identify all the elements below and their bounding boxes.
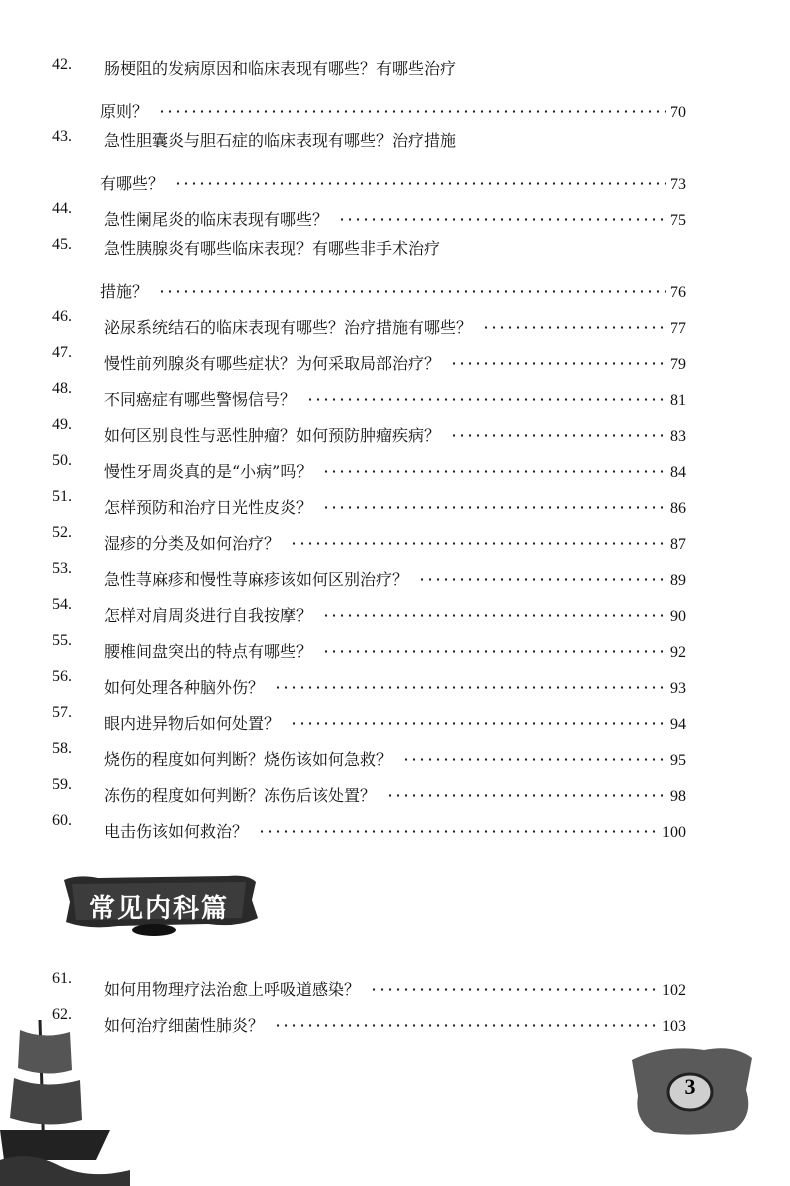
entry-title: 急性胆囊炎与胆石症的临床表现有哪些？治疗措施	[104, 131, 457, 150]
entry-title: 慢性前列腺炎有哪些症状？为何采取局部治疗？	[104, 354, 441, 373]
entry-number: 53.	[52, 560, 72, 577]
entry-page-number: 84	[670, 464, 686, 481]
entry-title: 冻伤的程度如何判断？冻伤后该处置？	[104, 786, 377, 805]
entry-title: 急性荨麻疹和慢性荨麻疹该如何区别治疗？	[104, 570, 409, 589]
entry-page-number: 103	[662, 1018, 686, 1035]
entry-number: 62.	[52, 1006, 72, 1023]
entry-title: 湿疹的分类及如何治疗？	[104, 534, 281, 553]
entry-number: 59.	[52, 776, 72, 793]
dot-leader	[450, 362, 666, 365]
dot-leader	[290, 542, 666, 545]
entry-title: 不同癌症有哪些警惕信号？	[104, 390, 297, 409]
dot-leader	[274, 686, 666, 689]
entry-page-number: 93	[670, 680, 686, 697]
entry-page-number: 100	[662, 824, 686, 841]
entry-page-number: 76	[670, 284, 686, 301]
entry-title-continued: 措施？	[100, 282, 149, 301]
entry-number: 54.	[52, 596, 72, 613]
entry-page-number: 102	[662, 982, 686, 999]
dot-leader	[338, 218, 666, 221]
entry-page-number: 81	[670, 392, 686, 409]
entry-title: 泌尿系统结石的临床表现有哪些？治疗措施有哪些？	[104, 318, 473, 337]
entry-title: 眼内进异物后如何处置？	[104, 714, 281, 733]
entry-page-number: 92	[670, 644, 686, 661]
entry-page-number: 89	[670, 572, 686, 589]
dot-leader	[306, 398, 666, 401]
entry-page-number: 79	[670, 356, 686, 373]
entry-title-continued: 有哪些？	[100, 174, 165, 193]
entry-title: 如何处理各种脑外伤？	[104, 678, 265, 697]
entry-title: 急性阑尾炎的临床表现有哪些？	[104, 210, 329, 229]
entry-number: 44.	[52, 200, 72, 217]
dot-leader	[402, 758, 666, 761]
entry-title: 急性胰腺炎有哪些临床表现？有哪些非手术治疗	[104, 239, 441, 258]
entry-number: 51.	[52, 488, 72, 505]
entry-title: 怎样对肩周炎进行自我按摩？	[104, 606, 313, 625]
entry-number: 42.	[52, 56, 72, 73]
dot-leader	[322, 470, 666, 473]
entry-number: 50.	[52, 452, 72, 469]
dot-leader	[258, 830, 658, 833]
entry-title-continued: 原则？	[100, 102, 149, 121]
page-number: 3	[684, 1074, 696, 1099]
entry-page-number: 98	[670, 788, 686, 805]
dot-leader	[386, 794, 666, 797]
dot-leader	[322, 614, 666, 617]
dot-leader	[158, 110, 666, 113]
dot-leader	[322, 650, 666, 653]
entry-number: 49.	[52, 416, 72, 433]
entry-number: 45.	[52, 236, 72, 253]
dot-leader	[322, 506, 666, 509]
entry-title: 肠梗阻的发病原因和临床表现有哪些？有哪些治疗	[104, 59, 457, 78]
dot-leader	[274, 1024, 658, 1027]
entry-page-number: 94	[670, 716, 686, 733]
entry-page-number: 95	[670, 752, 686, 769]
entry-page-number: 70	[670, 104, 686, 121]
entry-number: 56.	[52, 668, 72, 685]
entry-title: 烧伤的程度如何判断？烧伤该如何急救？	[104, 750, 393, 769]
entry-number: 52.	[52, 524, 72, 541]
entry-title: 如何治疗细菌性肺炎？	[104, 1016, 265, 1035]
entry-page-number: 83	[670, 428, 686, 445]
entry-number: 46.	[52, 308, 72, 325]
dot-leader	[418, 578, 666, 581]
sailing-ship-icon	[0, 1010, 140, 1186]
dot-leader	[370, 988, 658, 991]
section-title: 常见内科篇	[88, 894, 229, 924]
entry-number: 57.	[52, 704, 72, 721]
entry-title: 腰椎间盘突出的特点有哪些？	[104, 642, 313, 661]
entry-number: 48.	[52, 380, 72, 397]
entry-number: 61.	[52, 970, 72, 987]
entry-page-number: 87	[670, 536, 686, 553]
dot-leader	[158, 290, 666, 293]
entry-page-number: 86	[670, 500, 686, 517]
entry-number: 55.	[52, 632, 72, 649]
entry-title: 如何区别良性与恶性肿瘤？如何预防肿瘤疾病？	[104, 426, 441, 445]
entry-title: 电击伤该如何救治？	[104, 822, 249, 841]
entry-title: 怎样预防和治疗日光性皮炎？	[104, 498, 313, 517]
entry-number: 60.	[52, 812, 72, 829]
entry-page-number: 75	[670, 212, 686, 229]
entry-number: 43.	[52, 128, 72, 145]
entry-title: 如何用物理疗法治愈上呼吸道感染？	[104, 980, 361, 999]
entry-number: 47.	[52, 344, 72, 361]
dot-leader	[450, 434, 666, 437]
entry-page-number: 90	[670, 608, 686, 625]
dot-leader	[174, 182, 666, 185]
dot-leader	[482, 326, 666, 329]
entry-page-number: 77	[670, 320, 686, 337]
entry-number: 58.	[52, 740, 72, 757]
entry-page-number: 73	[670, 176, 686, 193]
entry-title: 慢性牙周炎真的是“小病”吗？	[104, 462, 313, 481]
dot-leader	[290, 722, 666, 725]
